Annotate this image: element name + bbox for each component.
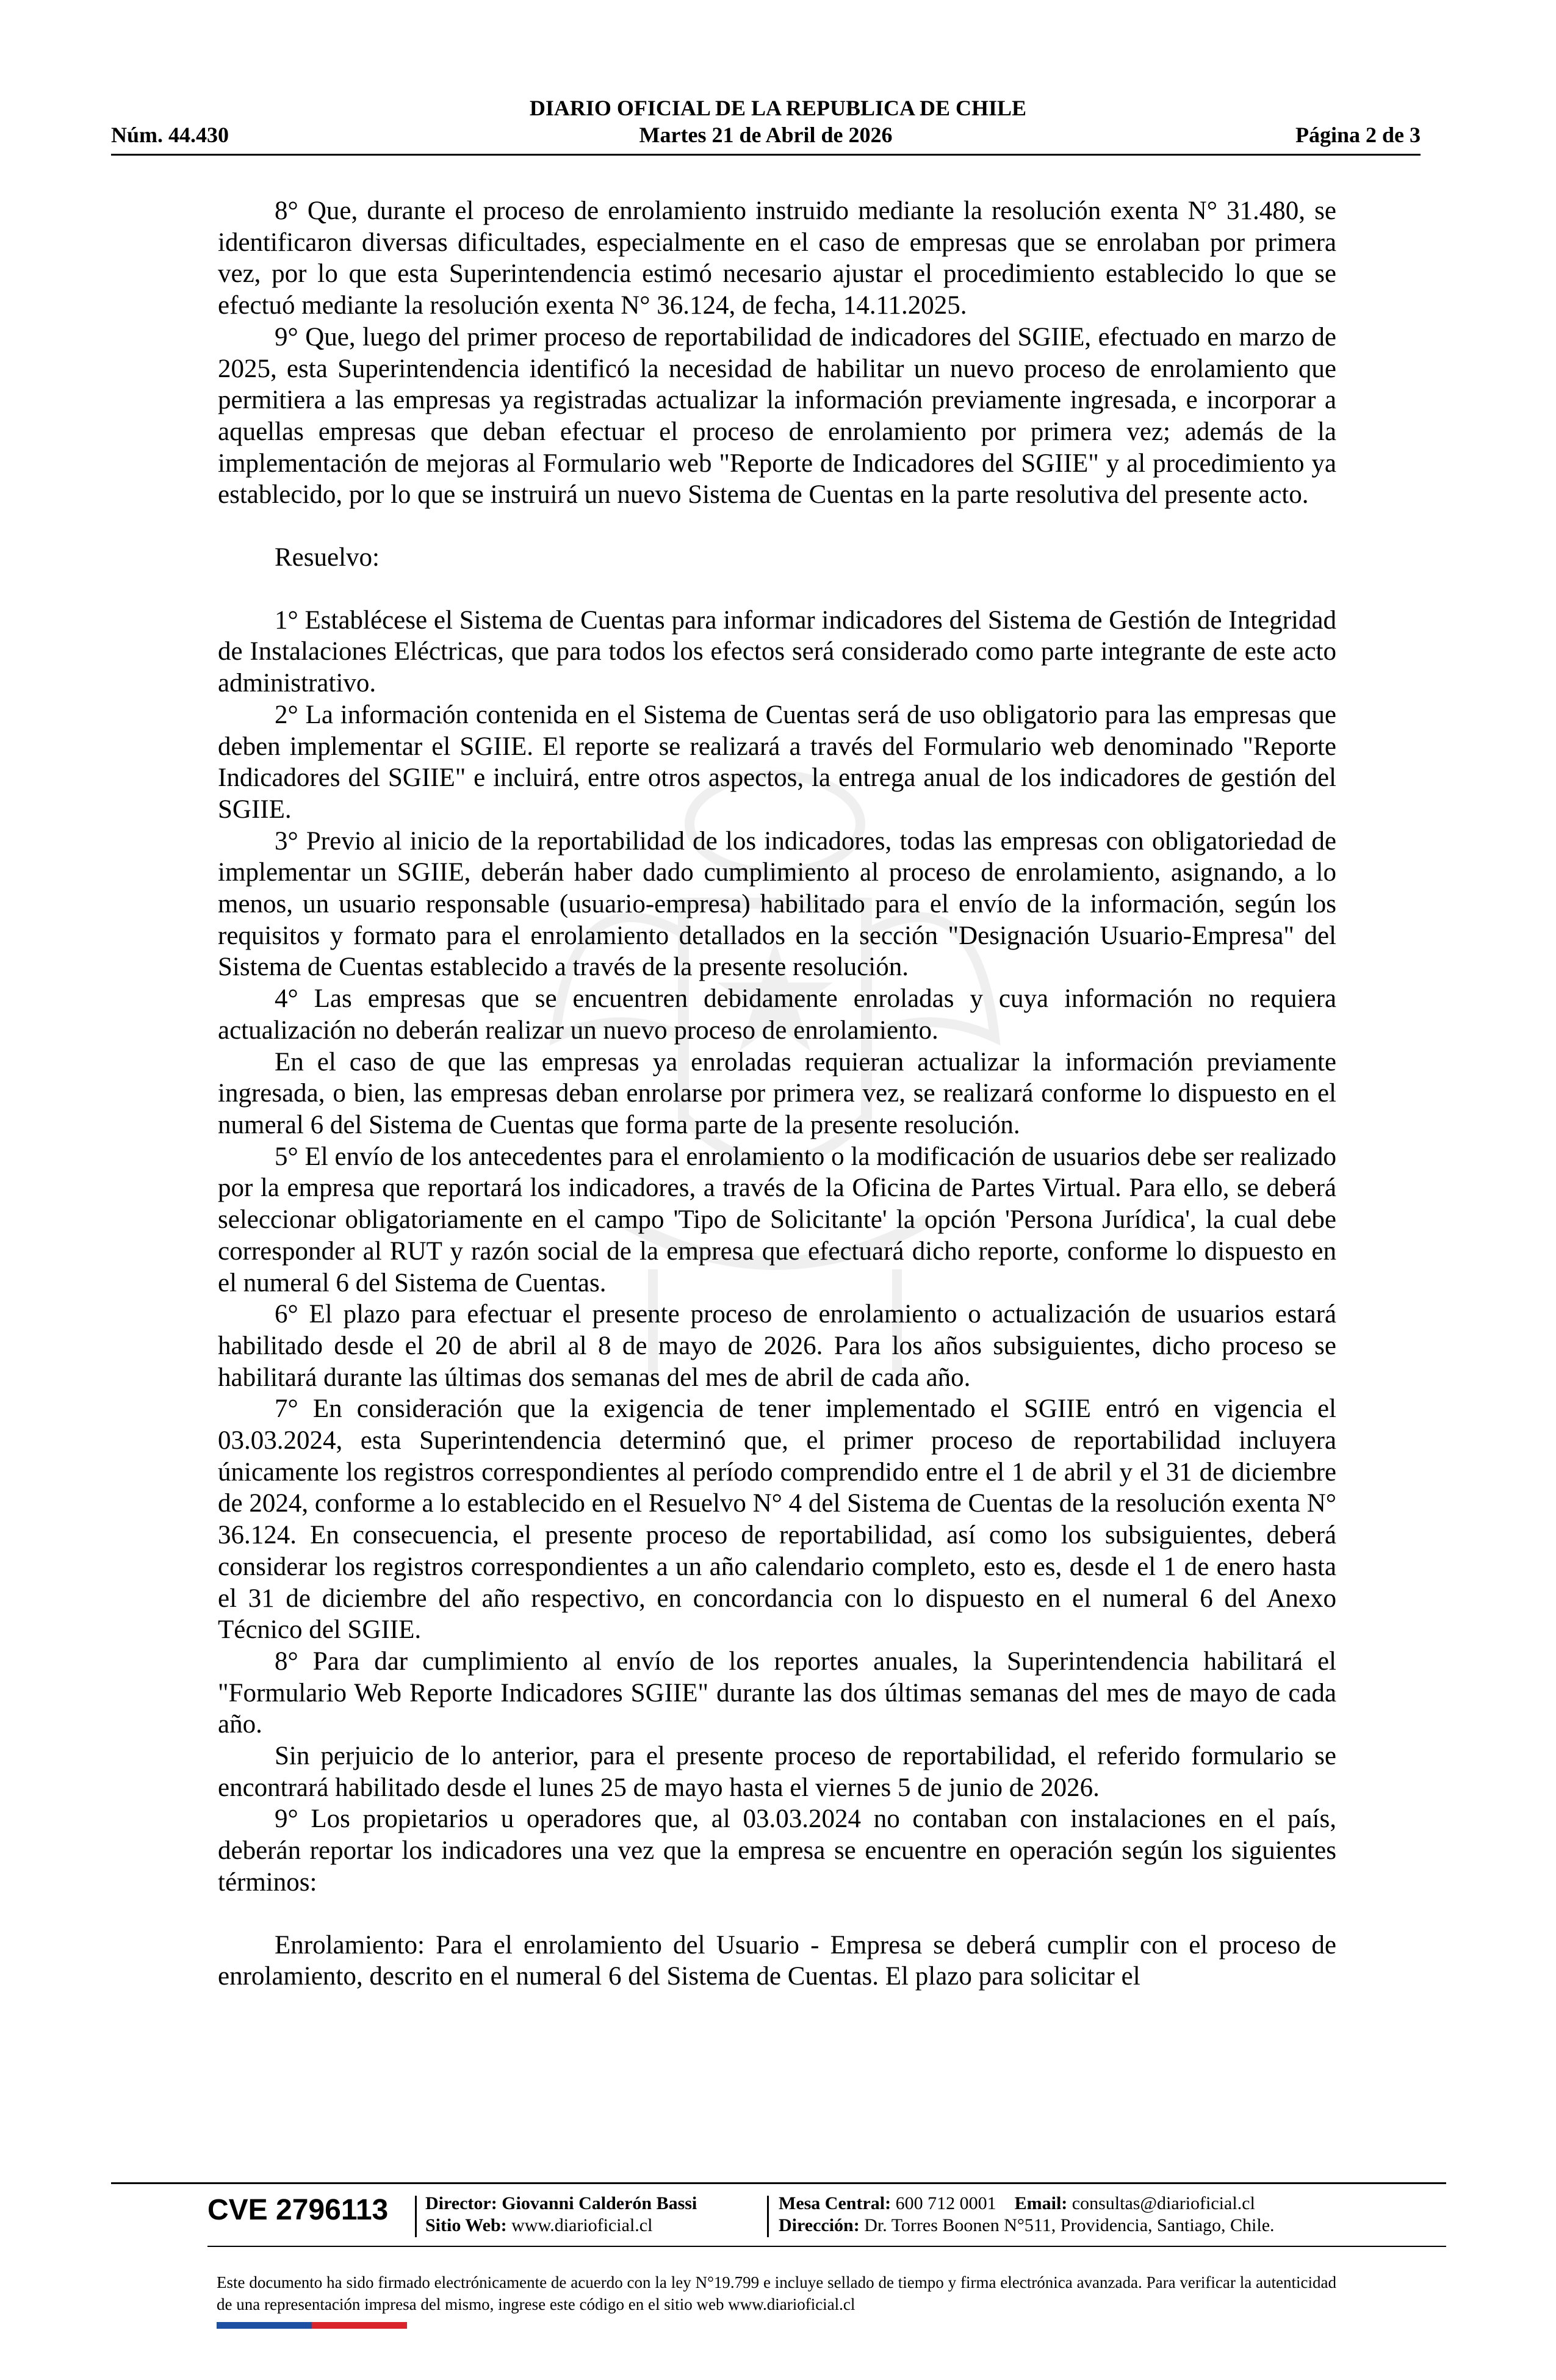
paragraph: Sin perjuicio de lo anterior, para el presente proceso de reportabilidad, el referido formulario se encontrará habilitado desde el lunes 25 de mayo hasta el viernes 5 de junio de 2026. [218,1742,1336,1802]
resolution-heading: Resuelvo: [275,543,380,572]
cve-code: CVE 2796113 [207,2194,389,2226]
footer-divider-secondary [207,2246,1446,2247]
footer-divider [111,2182,1446,2184]
paragraph: 9° Que, luego del primer proceso de reportabilidad de indicadores del SGIIE, efectuado en marzo de 2025, esta Superintendencia identificó la necesidad de habilitar un nuevo proceso de enrolamiento que permitiera a las empresas ya registradas actualizar la información previamente ingresada, e incorporar a aquellas empresas que deban efectuar el proceso de enrolamiento por primera vez; además de la implementación de mejoras al Formulario web "Reporte de Indicadores del SGIIE" y al procedimiento ya establecido, por lo que se instruirá un nuevo Sistema de Cuentas en la parte resolutiva del presente acto. [218,322,1336,510]
document-body [218,195,1336,1992]
flag-blue-stripe [217,2322,312,2329]
paragraph: 4° Las empresas que se encuentren debidamente enroladas y cuya información no requiera actualización no deberán realizar un nuevo proceso de enrolamiento. [218,984,1336,1045]
director-label: Director: [425,2193,497,2213]
email-label: Email: [1014,2193,1068,2213]
paragraph: 1° Establécese el Sistema de Cuentas para informar indicadores del Sistema de Gestión de Integridad de Instalaciones Eléctricas, que para todos los efectos será considerado como parte integrante de este acto administrativo. [218,605,1336,698]
footer-separator [767,2196,769,2237]
issue-date: Martes 21 de Abril de 2026 [639,123,893,147]
address-value: Dr. Torres Boonen N°511, Providencia, Santiago, Chile. [864,2215,1275,2235]
header-divider [111,154,1421,156]
paragraph: En el caso de que las empresas ya enroladas requieran actualizar la información previamente ingresada, o bien, las empresas deban enrolarse por primera vez, se realizará conforme lo dispuesto en el numeral 6 del Sistema de Cuentas que forma parte de la presente resolución. [218,1047,1336,1139]
newspaper-title: DIARIO OFICIAL DE LA REPUBLICA DE CHILE [529,96,1027,120]
phone-value: 600 712 0001 [895,2193,996,2213]
phone-label: Mesa Central: [779,2193,891,2213]
paragraph: 3° Previo al inicio de la reportabilidad de los indicadores, todas las empresas con obligatoriedad de implementar un SGIIE, deberán haber dado cumplimiento al proceso de enrolamiento, asignando, a lo menos, un usuario responsable (usuario-empresa) habilitado para el envío de la información, según los requisitos y formato para el enrolamiento detallados en la sección "Designación Usuario-Empresa" del Sistema de Cuentas establecido a través de la presente resolución. [218,826,1336,982]
footer-separator [415,2196,417,2237]
paragraph: 9° Los propietarios u operadores que, al 03.03.2024 no contaban con instalaciones en el país, deberán reportar los indicadores una vez que la empresa se encuentre en operación según los siguientes términos: [218,1805,1336,1897]
page-indicator: Página 2 de 3 [1295,123,1421,147]
paragraph: Enrolamiento: Para el enrolamiento del Usuario - Empresa se deberá cumplir con el proceso de enrolamiento, descrito en el numeral 6 del Sistema de Cuentas. El plazo para solicitar el [218,1930,1336,1991]
paragraph: 2° La información contenida en el Sistema de Cuentas será de uso obligatorio para las empresas que deben implementar el SGIIE. El reporte se realizará a través del Formulario web denominado "Reporte Indicadores del SGIIE" e incluirá, entre otros aspectos, la entrega anual de los indicadores de gestión del SGIIE. [218,700,1336,824]
flag-color-bar [217,2322,407,2329]
issue-number: Núm. 44.430 [111,123,229,147]
director-name: Giovanni Calderón Bassi [502,2193,697,2213]
website-link[interactable]: www.diarioficial.cl [511,2215,653,2235]
header-row [111,121,1421,152]
paragraph: 7° En consideración que la exigencia de tener implementado el SGIIE entró en vigencia el 03.03.2024, esta Superintendencia determinó que, el primer proceso de reportabilidad incluyera únicamente los registros correspondientes al período comprendido entre el 1 de abril y el 31 de diciembre de 2024, conforme a lo establecido en el Resuelvo N° 4 del Sistema de Cuentas de la resolución exenta N° 36.124. En consecuencia, el presente proceso de reportabilidad, así como los subsiguientes, deberá considerar los registros correspondientes a un año calendario completo, esto es, desde el 1 de enero hasta el 31 de diciembre del año respectivo, en concordancia con lo dispuesto en el numeral 6 del Anexo Técnico del SGIIE. [218,1394,1336,1645]
paragraph: 6° El plazo para efectuar el presente proceso de enrolamiento o actualización de usuarios estará habilitado desde el 20 de abril al 8 de mayo de 2026. Para los años subsiguientes, dicho proceso se habilitará durante las últimas dos semanas del mes de abril de cada año. [218,1300,1336,1392]
address-label: Dirección: [779,2215,860,2235]
footer-contact-block [779,2193,1275,2237]
email-link[interactable]: consultas@diarioficial.cl [1072,2193,1255,2213]
website-label: Sitio Web: [425,2215,507,2235]
paragraph: 8° Que, durante el proceso de enrolamiento instruido mediante la resolución exenta N° 31.480, se identificaron diversas dificultades, especialmente en el caso de empresas que se enrolaban por primera vez, por lo que esta Superintendencia estimó necesario ajustar el procedimiento establecido lo que se efectuó mediante la resolución exenta N° 36.124, de fecha, 14.11.2025. [218,197,1336,320]
legal-notice: Este documento ha sido firmado electrónicamente de acuerdo con la ley N°19.799 e incluye sellado de tiempo y firma electrónica avanzada. Para verificar la autenticidad de una representación impresa del mismo, ingrese este código en el sitio web www.diarioficial.cl [217,2273,1336,2313]
flag-red-stripe [312,2322,407,2329]
paragraph: 5° El envío de los antecedentes para el enrolamiento o la modificación de usuarios debe ser realizado por la empresa que reportará los indicadores, a través de la Oficina de Partes Virtual. Para ello, se deberá seleccionar obligatoriamente en el campo 'Tipo de Solicitante' la opción 'Persona Jurídica', la cual debe corresponder al RUT y razón social de la empresa que efectuará dicho reporte, conforme lo dispuesto en el numeral 6 del Sistema de Cuentas. [218,1142,1336,1297]
footer-director-block [425,2193,697,2237]
paragraph: 8° Para dar cumplimiento al envío de los reportes anuales, la Superintendencia habilitará el "Formulario Web Reporte Indicadores SGIIE" durante las dos últimas semanas del mes de mayo de cada año. [218,1646,1336,1739]
